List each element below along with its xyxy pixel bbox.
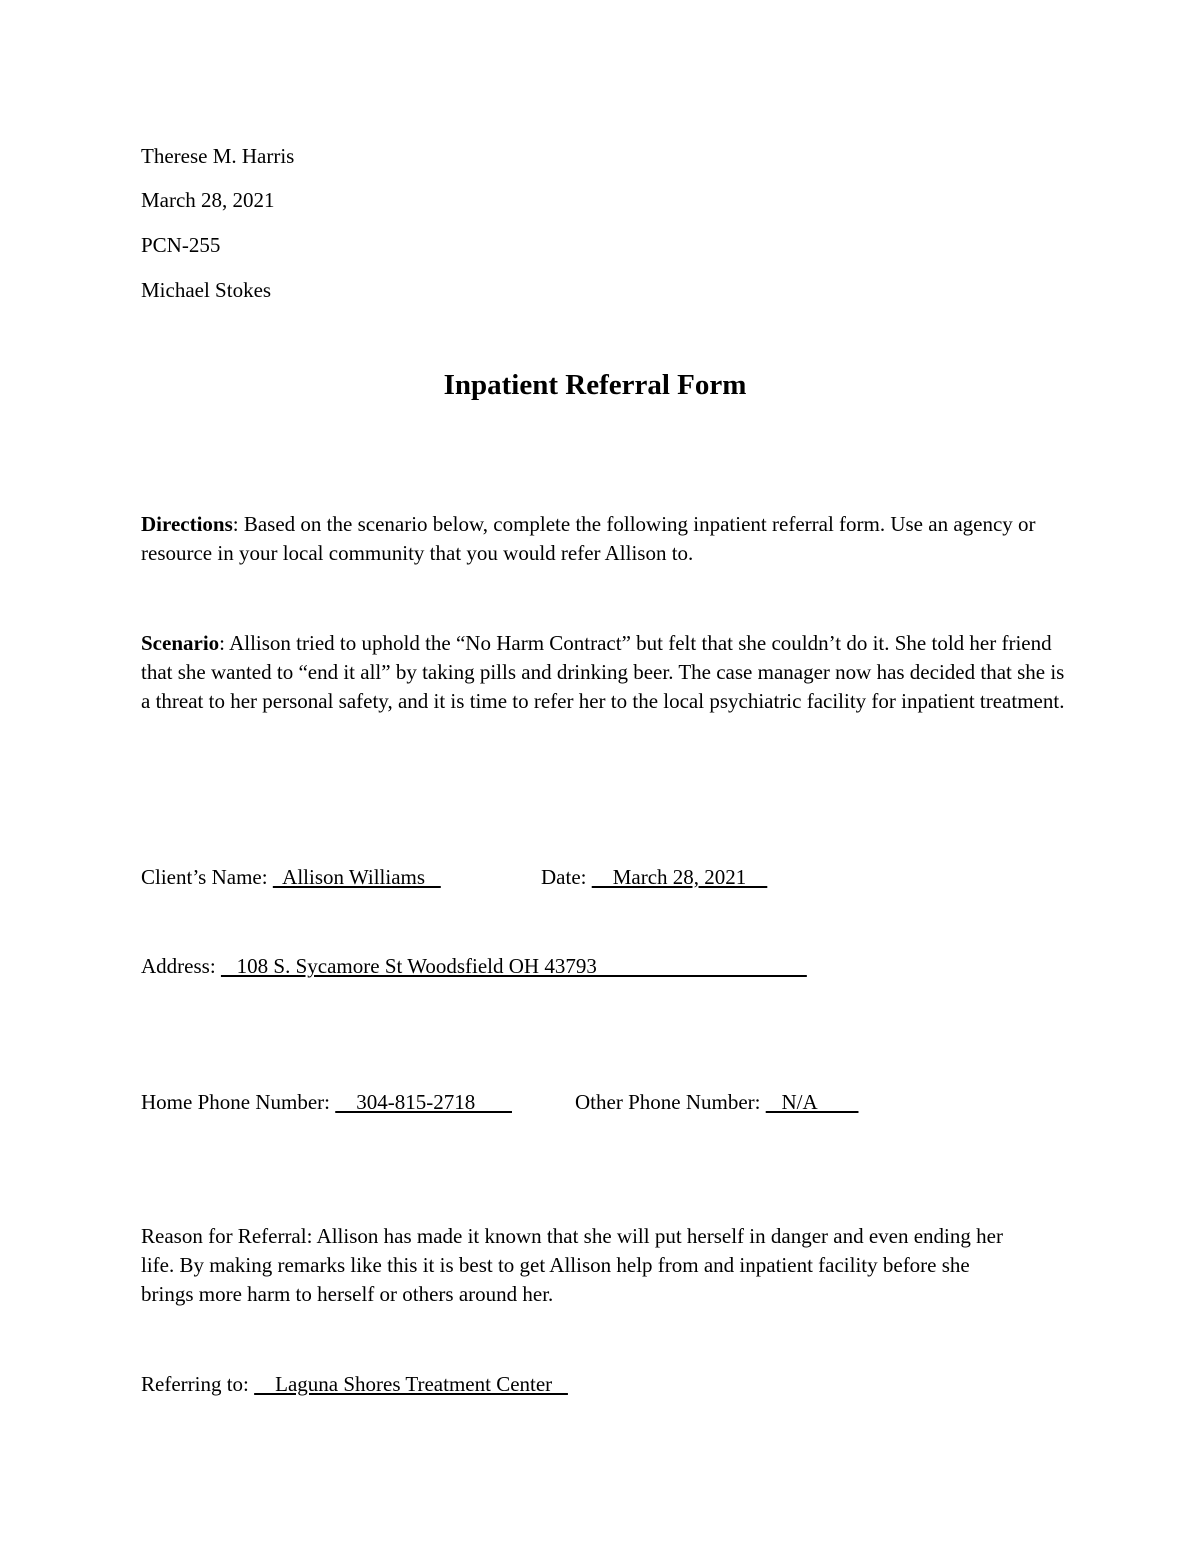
referring-value: Laguna Shores Treatment Center (254, 1372, 568, 1396)
reason-text: Allison has made it known that she will put herself in danger and even ending her life. By making remarks like this it is best to get Allison help from and inpatient facility before she brings more harm to herself or others around her. (141, 1224, 1003, 1306)
directions-label: Directions (141, 512, 233, 536)
directions-paragraph (141, 510, 1076, 568)
other-phone-row (575, 1088, 858, 1117)
form-date-label: Date: (541, 865, 592, 889)
form-date-value: March 28, 2021 (591, 865, 768, 889)
course-code: PCN-255 (141, 233, 221, 257)
client-name-value: Allison Williams (272, 865, 441, 889)
home-phone-value: 304-815-2718 (335, 1090, 512, 1114)
address-row (141, 952, 807, 981)
referring-row (141, 1370, 568, 1399)
client-name-row (141, 863, 441, 892)
submission-date: March 28, 2021 (141, 188, 275, 212)
referring-label: Referring to: (141, 1372, 255, 1396)
other-phone-label: Other Phone Number: (575, 1090, 766, 1114)
other-phone-value: N/A (765, 1090, 859, 1114)
scenario-text: : Allison tried to uphold the “No Harm Contract” but felt that she couldn’t do it. She told her friend that she wanted to “end it all” by taking pills and drinking beer. The case manager now has decided that she is a threat to her personal safety, and it is time to refer her to the local psychiatric facility for inpatient treatment. (141, 631, 1065, 713)
directions-text: : Based on the scenario below, complete the following inpatient referral form. Use an agency or resource in your local community that you would refer Allison to. (141, 512, 1036, 565)
form-date-row (541, 863, 767, 892)
scenario-paragraph (141, 629, 1076, 716)
home-phone-row (141, 1088, 512, 1117)
scenario-label: Scenario (141, 631, 220, 655)
address-label: Address: (141, 954, 221, 978)
reason-paragraph (141, 1222, 1021, 1309)
home-phone-label: Home Phone Number: (141, 1090, 336, 1114)
student-name: Therese M. Harris (141, 144, 295, 168)
client-name-label: Client’s Name: (141, 865, 273, 889)
page-title: Inpatient Referral Form (443, 369, 747, 401)
reason-label: Reason for Referral: (141, 1224, 317, 1248)
instructor-name: Michael Stokes (141, 278, 272, 302)
address-value: 108 S. Sycamore St Woodsfield OH 43793 (220, 954, 807, 978)
